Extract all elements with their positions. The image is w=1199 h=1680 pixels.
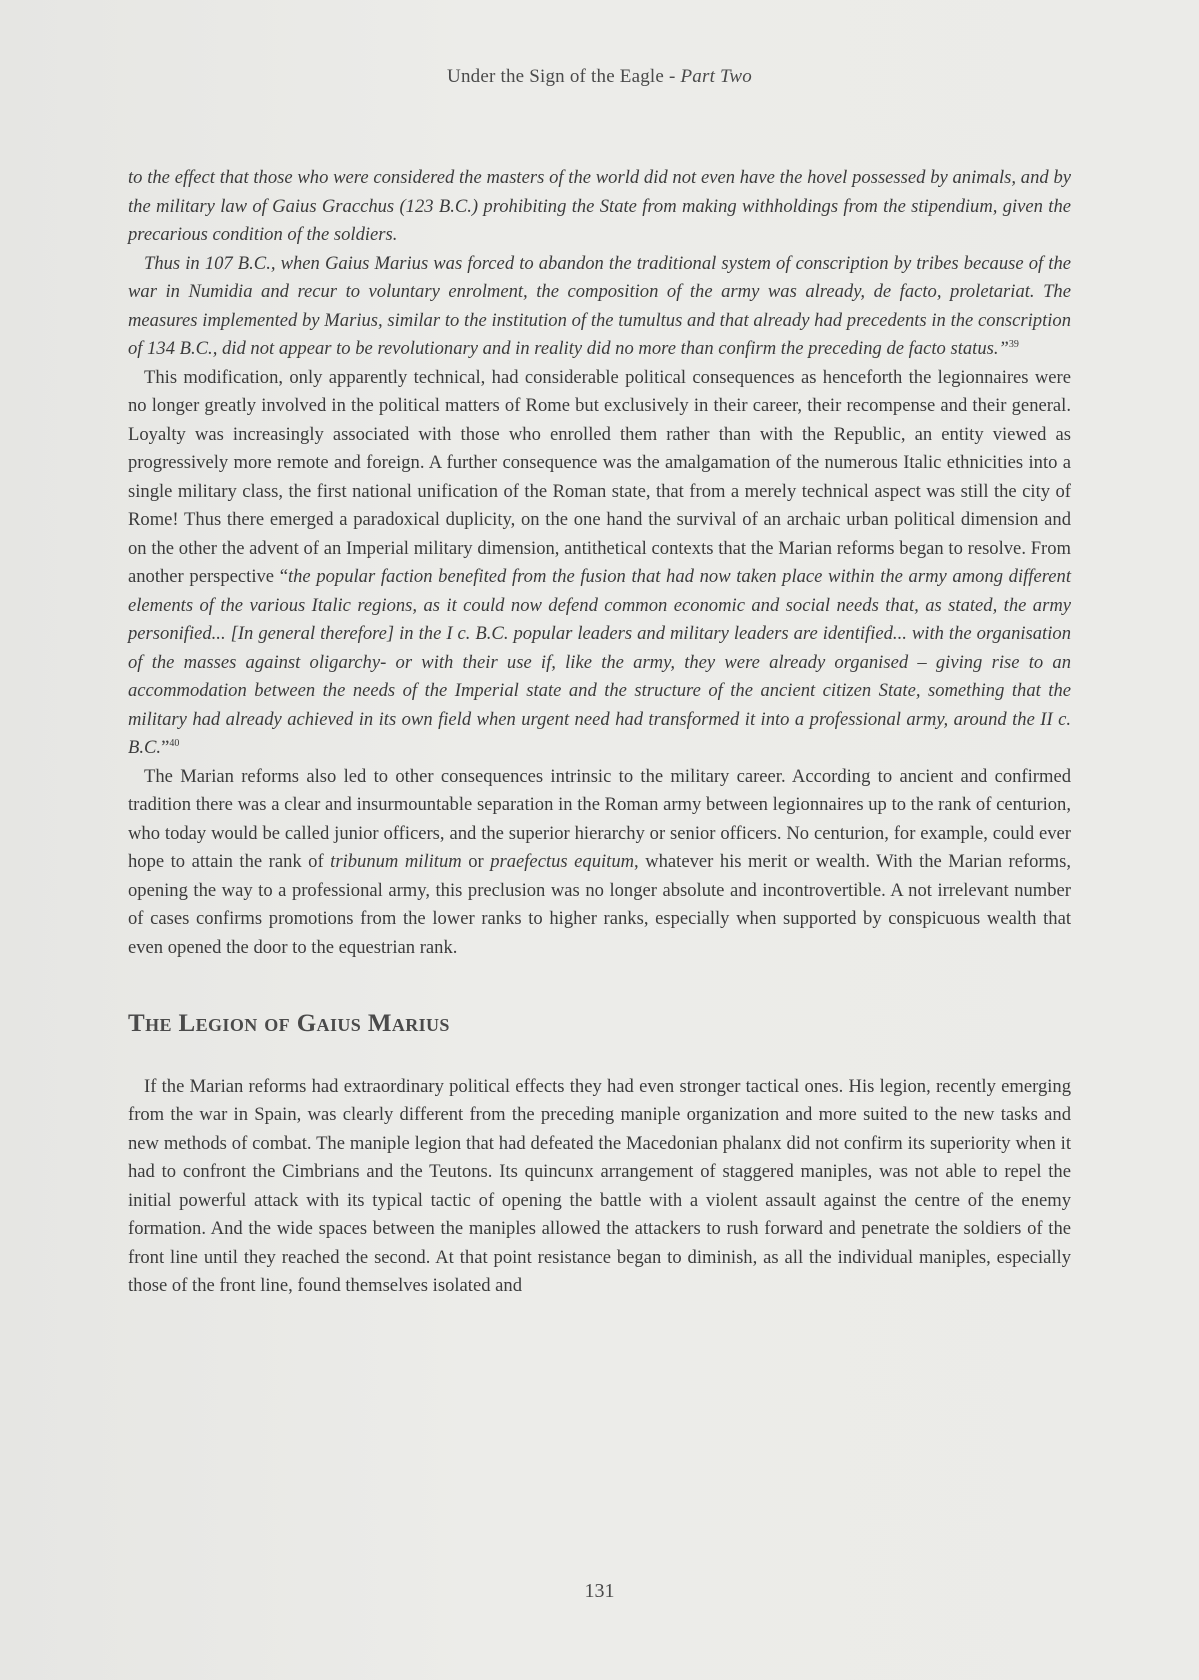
conjunction: or [461,851,491,872]
latin-term-praefectus: praefectus equitum [490,851,635,872]
paragraph-text: , whatever his merit or wealth. With the Marian reforms, opening the way to a professional army, this preclusion was no longer absolute and incontrovertible. A not irrelevant number of cases confirms promotions from the lower ranks to higher ranks, especially when supported by conspicuous wealth that even opened the door to the equestrian rank. [128,851,1071,958]
footnote-ref-39: 39 [1008,339,1019,350]
closing-quote: ” [161,737,170,758]
inline-quote: the popular faction benefited from the fusion that had now taken place within the army among different elements of the various Italic regions, as it could now defend common economic and social needs that, as stated, the army personified... [In general therefore] in the I c. B.C. popular leaders and military leaders are identified... with the organisation of the masses against oligarchy- or with their use if, like the army, they were already organised – giving rise to an accommodation between the needs of the Imperial state and the structure of the ancient citizen State, something that the military had already achieved in its own field when urgent need had transformed it into a professional army, around the II c. B.C. [128,566,1071,758]
paragraph-quote-marius [128,250,1071,364]
body-text [128,164,1071,1301]
header-separator: - [664,66,681,87]
latin-term-tribunum: tribunum militum [330,851,462,872]
paragraph-military-career [128,763,1071,963]
page-number: 131 [584,1580,615,1602]
book-title: Under the Sign of the Eagle [447,66,665,87]
running-header [0,66,1199,88]
paragraph-text: The Marian reforms also led to other consequences intrinsic to the military career. According to ancient and confirmed tradition there was a clear and insurmountable separation in the Roman army between legionnaires up to the rank of centurion, who today would be called junior officers, and the superior hierarchy or senior officers. No centurion, for example, could ever hope to attain the rank of [128,765,1071,872]
paragraph-legion-tactics: If the Marian reforms had extraordinary political effects they had even stronger tactical ones. His legion, recently emerging from the war in Spain, was clearly different from the preceding maniple organization and more suited to the new tasks and new methods of combat. The maniple legion that had defeated the Macedonian phalanx did not confirm its superiority when it had to confront the Cimbrians and the Teutons. Its quincunx arrangement of staggered maniples, was not able to repel the initial powerful attack with its typical tactic of opening the battle with a violent assault against the centre of the enemy formation. And the wide spaces between the maniples allowed the attackers to rush forward and penetrate the soldiers of the front line until they reached the second. At that point resistance began to diminish, as all the individual maniples, especially those of the front line, found themselves isolated and [128,1075,1071,1296]
paragraph-political-consequences [128,364,1071,763]
quote-text: Thus in 107 B.C., when Gaius Marius was forced to abandon the traditional system of conscription by tribes because of the war in Numidia and recur to voluntary enrolment, the composition of the army was already, de facto, proletariat. The measures implemented by Marius, similar to the institution of the tumultus and that already had precedents in the conscription of 134 B.C., did not appear to be revolutionary and in reality did no more than confirm the preceding de facto status.” [128,252,1071,359]
part-label: Part Two [680,66,752,87]
paragraph-text: This modification, only apparently technical, had considerable political consequences as henceforth the legionnaires were no longer greatly involved in the political matters of Rome but exclusively in their career, their recompense and their general. Loyalty was increasingly associated with those who enrolled them rather than with the Republic, an entity viewed as progressively more remote and foreign. A further consequence was the amalgamation of the numerous Italic ethnicities into a single military class, the first national unification of the Roman state, that from a merely technical aspect was still the city of Rome! Thus there emerged a paradoxical duplicity, on the one hand the survival of an archaic urban political dimension and on the other the advent of an Imperial military dimension, antithetical contexts that the Marian reforms began to resolve. From another perspective “ [128,366,1071,587]
paragraph-quote-continuation: to the effect that those who were considered the masters of the world did not even have the hovel possessed by animals, and by the military law of Gaius Gracchus (123 B.C.) prohibiting the State from making withholdings from the stipendium, given the precarious condition of the soldiers. [128,167,1071,245]
footnote-ref-40: 40 [169,738,180,749]
section-title: The Legion of Gaius Marius [128,1010,450,1037]
